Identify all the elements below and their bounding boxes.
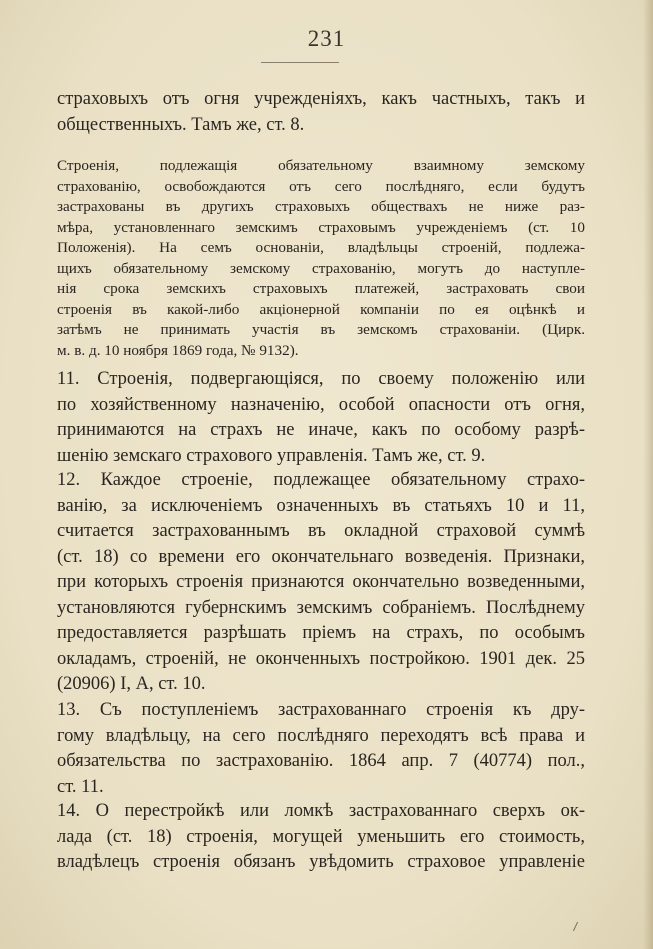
header-rule	[261, 62, 339, 63]
text-line: ванію, за исключеніемъ означенныхъ въ статьяхъ 10 и 11,	[57, 495, 585, 516]
text-line: лада (ст. 18) строенія, могущей уменьшить его стоимость,	[57, 826, 585, 847]
paragraph-continuation	[57, 87, 585, 138]
note-line: нія срока земскихъ страховыхъ платежей, застраховать свои	[57, 280, 585, 297]
text-line: владѣлецъ строенія обязанъ увѣдомить страховое управленіе	[57, 852, 585, 872]
section-12	[57, 468, 585, 698]
text-line: страховыхъ отъ огня учрежденіяхъ, какъ частныхъ, такъ и	[57, 89, 585, 109]
text-line: окладамъ, строеній, не оконченныхъ постройкою. 1901 дек. 25	[57, 648, 585, 669]
note-line: строенія въ какой-либо акціонерной компаніи по ея оцѣнкѣ и	[57, 300, 585, 318]
note-line: страхованію, освобождаются отъ сего послѣдняго, если будутъ	[57, 177, 585, 195]
text-line: считается застрахованнымъ въ окладной страховой суммѣ	[57, 521, 585, 541]
text-line: гому владѣльцу, на сего послѣдняго переходятъ всѣ права и	[57, 725, 585, 746]
note-line: застрахованы въ другихъ страховыхъ обществахъ не ниже раз-	[57, 198, 585, 215]
text-line: 14. О перестройкѣ или ломкѣ застрахованнаго сверхъ ок-	[57, 801, 585, 821]
printer-mark	[568, 922, 578, 931]
text-line: установляются губернскимъ земскимъ собраніемъ. Послѣднему	[57, 597, 585, 618]
note-line: Положенія). На семъ основаніи, владѣльцы строеній, подлежа-	[57, 239, 585, 256]
section-13	[57, 698, 585, 800]
text-line: ст. 11.	[57, 776, 104, 797]
note-line: щихъ обязательному земскому страхованію, могутъ до наступле-	[57, 259, 585, 277]
text-line: (20906) I, А, ст. 10.	[57, 674, 206, 694]
text-line: предоставляется разрѣшать пріемъ на страхъ, по особымъ	[57, 623, 585, 643]
text-line: (ст. 18) со времени его окончательнаго возведенія. Признаки,	[57, 546, 585, 567]
text-line: принимаются на страхъ не иначе, какъ по особому разрѣ-	[57, 420, 585, 440]
note-line: Строенія, подлежащія обязательному взаимному земскому	[57, 157, 585, 174]
text-line: 11. Строенія, подвергающіяся, по своему положенію или	[57, 369, 585, 389]
text-line: по хозяйственному назначенію, особой опасности отъ огня,	[57, 394, 585, 415]
note-line: мѣра, установленнаго земскимъ страховымъ учрежденіемъ (ст. 10	[57, 218, 585, 236]
page-number: 231	[307, 26, 346, 51]
text-line: при которыхъ строенія признаются окончательно возведенными,	[57, 572, 585, 592]
note-line: затѣмъ не принимать участія въ земскомъ страхованіи. (Цирк.	[57, 321, 585, 338]
section-11	[57, 367, 585, 469]
text-line: шенію земскаго страхового управленія. Тамъ же, ст. 9.	[57, 445, 486, 466]
section-14	[57, 799, 585, 876]
text-line: общественныхъ. Тамъ же, ст. 8.	[57, 114, 305, 135]
text-line: 12. Каждое строеніе, подлежащее обязательному страхо-	[57, 470, 585, 490]
text-line: 13. Съ поступленіемъ застрахованнаго строенія къ дру-	[57, 700, 585, 720]
text-line: обязательства по застрахованію. 1864 апр. 7 (40774) пол.,	[57, 751, 585, 771]
note-block	[57, 156, 585, 361]
page-edge-shadow	[643, 0, 653, 949]
note-line: м. в. д. 10 ноября 1869 года, № 9132).	[57, 341, 299, 359]
